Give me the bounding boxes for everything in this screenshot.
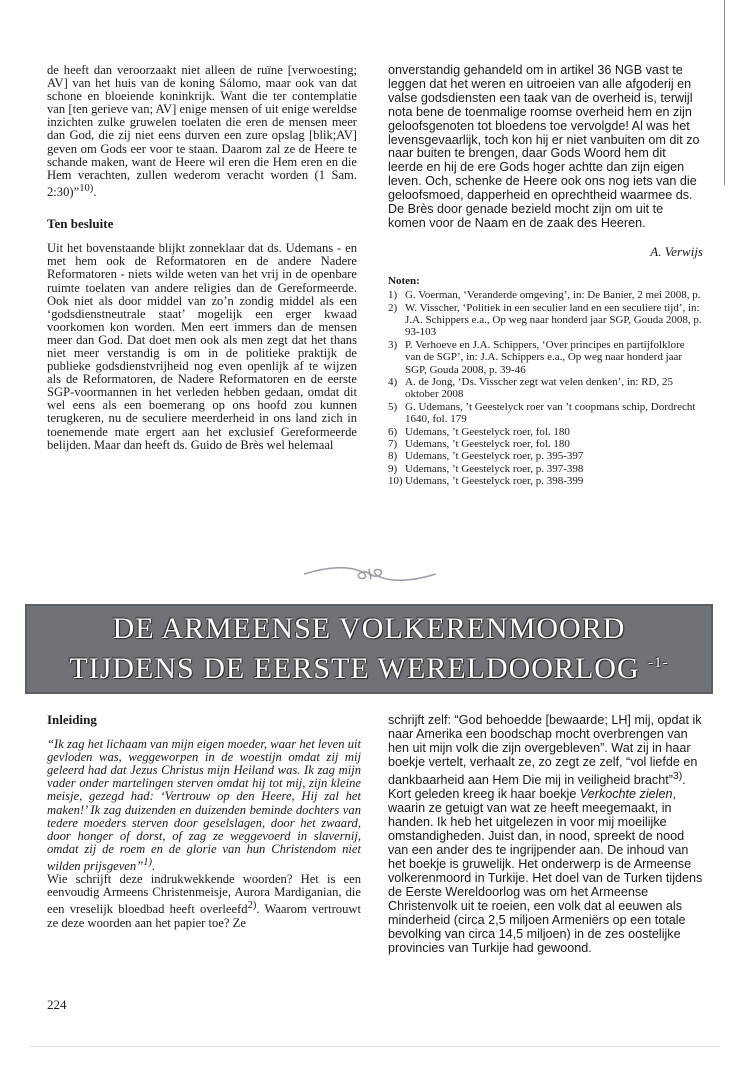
note-text: Udemans, ’t Geestelyck roer, fol. 180 xyxy=(405,438,570,451)
notes-list xyxy=(388,289,703,488)
note-item xyxy=(388,463,703,475)
article-column-top-right xyxy=(388,64,703,488)
note-number: 2) xyxy=(388,301,398,314)
note-text: Udemans, ’t Geestelyck roer, fol. 180 xyxy=(405,425,570,438)
note-text: Udemans, ’t Geestelyck roer, p. 395-397 xyxy=(405,450,584,463)
note-text: Udemans, ’t Geestelyck roer, p. 397-398 xyxy=(405,462,584,475)
note-text: P. Verhoeve en J.A. Schippers, ‘Over principes en partijfolklore van de SGP’, in: J.A. Schippers e.a., Op weg naar honderd jaar SGP, Gouda 2008, p. 39-46 xyxy=(405,338,685,376)
note-text: Udemans, ’t Geestelyck roer, p. 398-399 xyxy=(405,475,584,488)
footnote-ref: 2) xyxy=(247,900,257,912)
decorative-divider-ornament xyxy=(300,563,440,585)
conclusion-paragraph: Uit het bovenstaande blijkt zonneklaar dat ds. Udemans - en met hem ook de Reformatoren en de andere Nadere Reformatoren - niets wilde weten van het vrij in de openbare ruimte toelaten van andere religies dan de Gereformeerde. Ook niet als door middel van zo’n zondig middel als een ‘godsdienstneutrale staat’ mogelijk een erger kwaad voorkomen kon worden. Men eert immers dan de mensen meer dan God. Dat doet men ook als men zegt dat het thans niet meer verstandig is om in de politieke praktijk de publieke godsdienstvrijheid nog even openlijk af te wijzen als de Reformatoren, de Nadere Reformatoren en de eerste SGP-voormannen in het verleden hebben gedaan, omdat dit wel eens als een boemerang op ons hoofd zou kunnen terugkeren, nu de seculiere meerderheid in ons land zich in toenemende mate ergert aan het exclusief Gereformeerde belijden. Maar dan heeft ds. Guido de Brès wel helemaal xyxy=(47,241,357,452)
conclusion-paragraph-continued: onverstandig gehandeld om in artikel 36 NGB vast te leggen dat het weren en uitroeien van alle afgoderij en valse godsdiensten een taak van de overheid is, terwijl nota bene de toenmalige roomse overheid hem en zijn geloofsgenoten tot bloedens toe vervolgde! Al was het levensgevaarlijk, toch kon hij er niet vanbuiten om dit zo naar buiten te brengen, daar Gods Woord hem dit leerde en hij de ere Gods hoger achtte dan zijn eigen leven. Och, schenke de Heere ook ons nog iets van die geloofsmoed, dapperheid en oprechtheid waarmee ds. De Brès door genade bezield mocht zijn om uit te komen voor de Naam en de zaak des Heeren. xyxy=(388,63,700,230)
note-number: 6) xyxy=(388,425,398,438)
note-number: 3) xyxy=(388,338,398,351)
article-column-bottom-right xyxy=(388,713,706,955)
article-title-banner xyxy=(25,604,713,694)
section-heading-inleiding: Inleiding xyxy=(47,712,97,727)
title-line-1: DE ARMEENSE VOLKERENMOORD xyxy=(112,612,626,645)
article-column-top-left xyxy=(47,64,357,452)
page-edge-line xyxy=(724,0,725,185)
note-text: G. Udemans, ’t Geestelyck roer van ’t coopmans schip, Dordrecht 1640, fol. 179 xyxy=(405,400,696,426)
note-number: 8) xyxy=(388,450,398,463)
note-item xyxy=(388,450,703,462)
bottom-rule xyxy=(30,1046,720,1047)
note-text: G. Voerman, ‘Veranderde omgeving’, in: De Banier, 2 mei 2008, p. xyxy=(405,289,701,302)
notes-title: Noten: xyxy=(388,274,420,287)
note-item xyxy=(388,438,703,450)
title-line-2: TIJDENS DE EERSTE WERELDOORLOG $^{-1-}$ xyxy=(69,652,669,685)
note-number: 1) xyxy=(388,289,398,302)
footnote-ref: 10) xyxy=(79,182,94,194)
note-number: 4) xyxy=(388,376,398,389)
book-title: Verkochte zielen xyxy=(579,787,673,802)
note-text: A. de Jong, ‘Ds. Visscher zegt wat velen denken’, in: RD, 25 oktober 2008 xyxy=(405,376,673,401)
note-item xyxy=(388,475,703,487)
footnote-ref: 1) xyxy=(143,856,152,868)
note-item xyxy=(388,401,703,426)
intro-paragraph: Wie schrijft deze indrukwekkende woorden? Het is een eenvoudig Armeens Christenmeisje, Aurora Mardiganian, die een vreselijk bloedbad heeft overleefd$^{2)}$. Waarom vertrouwt ze deze woorden aan het papier toe? Ze xyxy=(47,872,361,930)
page-number: 224 xyxy=(47,997,67,1012)
footnote-ref: 3) xyxy=(672,770,683,782)
closing-paragraph: de heeft dan veroorzaakt niet alleen de ruïne [verwoesting; AV] van het huis van de koning Sálomo, maar ook van dat schone en bloeiende koninkrijk. Want die ter contemplatie van [ten gerieve van; AV] enige mensen of uit enige wereldse inzichten zulke gruwelen toelaten die eren de mensen meer dan God, die zij niet eens durven een zure opslag [blik;AV] geven om Gods eer voor te staan. Daarom zal ze de Heere te schande maken, want de Heere wil eren die Hem eren en die Hem verachten, zullen wederom veracht worden (1 Sam. 2:30)”$^{10)}$. xyxy=(47,63,357,200)
note-item xyxy=(388,426,703,438)
author-signature: A. Verwijs xyxy=(650,243,703,259)
note-text: W. Visscher, ‘Politiek in een seculier land en een seculiere tijd’, in: J.A. Schippers e.a., Op weg naar honderd jaar SGP, Gouda 2008, p. 93-103 xyxy=(405,301,702,339)
opening-quote: “Ik zag het lichaam van mijn eigen moeder, waar het leven uit gevloden was, weggeworpen in de woestijn omdat zij mij geleerd had dat Jezus Christus mijn Heiland was. Ik zag mijn vader onder martelingen sterven omdat hij tot mij, zijn kleine meisje, gezegd had: ‘Vertrouw op den Heere, Hij zal het maken!’ Ik zag duizenden en duizenden beminde dochters van tedere moeders sterven door geselslagen, door het zwaard, door honger of dorst, of zag ze weggevoerd in slavernij, omdat zij de roem en de glorie van hun Christendom niet wilden prijsgeven”$^{1)}$. xyxy=(47,737,361,874)
article-column-bottom-left xyxy=(47,713,361,930)
note-item xyxy=(388,302,703,339)
note-number: 7) xyxy=(388,438,398,451)
part-marker: -1- xyxy=(648,655,669,671)
intro-paragraph-continued: schrijft zelf: “God behoedde [bewaarde; LH] mij, opdat ik naar Amerika een boodschap mocht overbrengen van hen uit mijn volk die zijn overgebleven”. Wat zij in haar boekje vertelt, verhaalt ze, zo zegt ze zelf, “vol liefde en dankbaarheid aan Hem Die mij in veiligheid bracht”$^{3)}$. Kort geleden kreeg ik haar boekje Verkochte zielen, waarin ze getuigt van wat ze heeft meegemaakt, in handen. Ik heb het uitgelezen in voor mij moeilijke omstandigheden. Juist dan, in nood, spreekt de nood van een ander des te ingrijpender aan. De inhoud van het boekje is gruwelijk. Het onderwerp is de Armeense volkerenmoord in Turkije. Het doel van de Turken tijdens de Eerste Wereldoorlog was om het Armeense Christenvolk uit te roeien, een volk dat al eeuwen als minderheid (circa 2,5 miljoen Armeniërs op een totale bevolking van circa 14,5 miljoen) in de zes oostelijke provincies van Turkije had gewoond. xyxy=(388,713,703,956)
section-heading-ten-besluite: Ten besluite xyxy=(47,216,114,232)
note-number: 5) xyxy=(388,400,398,413)
note-item xyxy=(388,339,703,376)
note-number: 10) xyxy=(388,475,403,488)
note-item xyxy=(388,376,703,401)
note-number: 9) xyxy=(388,462,398,475)
footnotes xyxy=(388,275,703,488)
note-item xyxy=(388,289,703,301)
